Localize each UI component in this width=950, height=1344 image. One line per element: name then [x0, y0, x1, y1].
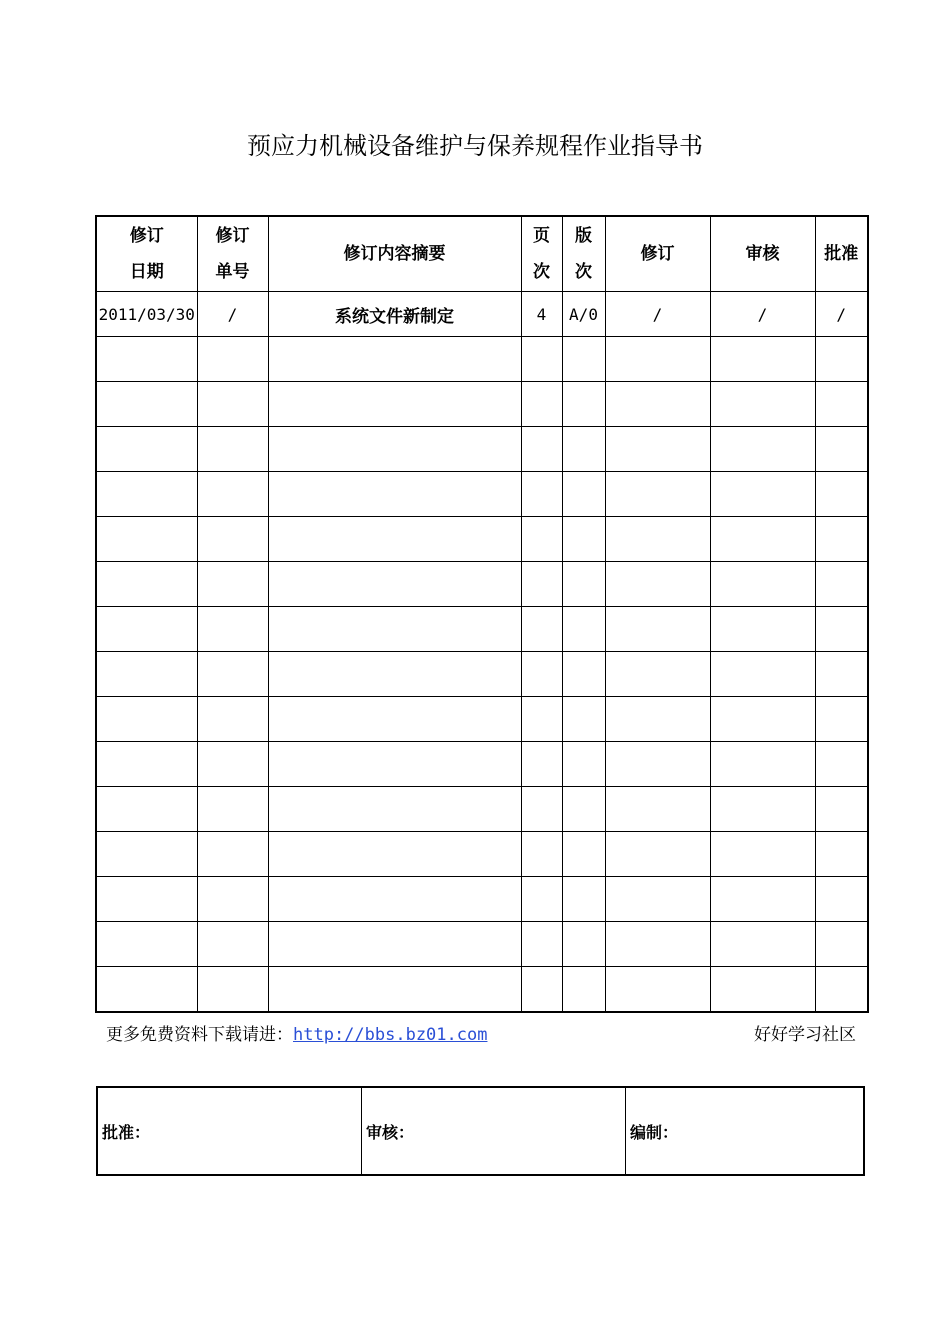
- table-row: [96, 292, 868, 337]
- table-cell[interactable]: [521, 517, 562, 562]
- table-cell[interactable]: [521, 427, 562, 472]
- table-cell[interactable]: [562, 337, 605, 382]
- table-cell[interactable]: [710, 427, 815, 472]
- table-cell[interactable]: [96, 742, 197, 787]
- table-cell[interactable]: [710, 562, 815, 607]
- table-cell[interactable]: 4: [521, 292, 562, 337]
- table-cell[interactable]: [562, 427, 605, 472]
- column-header: 批准: [815, 216, 868, 292]
- table-cell[interactable]: [605, 697, 710, 742]
- table-cell[interactable]: [521, 697, 562, 742]
- table-cell[interactable]: [268, 652, 521, 697]
- table-cell[interactable]: [268, 607, 521, 652]
- table-cell[interactable]: [815, 832, 868, 877]
- table-cell[interactable]: [815, 337, 868, 382]
- table-cell[interactable]: 2011/03/30: [96, 292, 197, 337]
- table-cell[interactable]: [96, 472, 197, 517]
- table-cell[interactable]: [815, 787, 868, 832]
- table-cell[interactable]: [710, 517, 815, 562]
- column-header: 修订 日期: [96, 216, 197, 292]
- table-cell[interactable]: [268, 562, 521, 607]
- table-cell[interactable]: [521, 967, 562, 1013]
- table-cell[interactable]: [96, 607, 197, 652]
- compile-field[interactable]: 编制：: [626, 1087, 865, 1175]
- table-cell[interactable]: [197, 787, 268, 832]
- table-cell[interactable]: [521, 787, 562, 832]
- table-cell[interactable]: [96, 337, 197, 382]
- table-cell[interactable]: [605, 877, 710, 922]
- table-cell[interactable]: [96, 697, 197, 742]
- table-cell[interactable]: [521, 382, 562, 427]
- review-field[interactable]: 审核：: [362, 1087, 626, 1175]
- table-row: [96, 517, 868, 562]
- table-cell[interactable]: [96, 967, 197, 1013]
- table-cell[interactable]: [562, 922, 605, 967]
- table-row: [96, 337, 868, 382]
- document-title: 预应力机械设备维护与保养规程作业指导书: [247, 132, 703, 160]
- table-cell[interactable]: [710, 472, 815, 517]
- table-cell[interactable]: [96, 922, 197, 967]
- table-cell[interactable]: [815, 922, 868, 967]
- table-cell[interactable]: /: [815, 292, 868, 337]
- table-cell[interactable]: [197, 922, 268, 967]
- table-row: [96, 472, 868, 517]
- table-cell[interactable]: /: [710, 292, 815, 337]
- column-header: 审核: [710, 216, 815, 292]
- table-cell[interactable]: [710, 652, 815, 697]
- table-cell[interactable]: [605, 607, 710, 652]
- table-cell[interactable]: [562, 967, 605, 1013]
- download-note: [106, 1020, 487, 1045]
- table-cell[interactable]: [197, 427, 268, 472]
- table-cell[interactable]: [710, 922, 815, 967]
- signature-table: [96, 1086, 865, 1176]
- table-cell[interactable]: [268, 787, 521, 832]
- table-cell[interactable]: [197, 382, 268, 427]
- table-cell[interactable]: [96, 562, 197, 607]
- table-row: [96, 427, 868, 472]
- table-row: [96, 562, 868, 607]
- table-cell[interactable]: [562, 472, 605, 517]
- table-cell[interactable]: [197, 517, 268, 562]
- table-cell[interactable]: /: [605, 292, 710, 337]
- table-cell[interactable]: [605, 472, 710, 517]
- table-cell[interactable]: [815, 742, 868, 787]
- table-cell[interactable]: [197, 652, 268, 697]
- table-row: [96, 877, 868, 922]
- table-cell[interactable]: [605, 517, 710, 562]
- table-cell[interactable]: [562, 607, 605, 652]
- table-cell[interactable]: [562, 787, 605, 832]
- table-cell[interactable]: [710, 877, 815, 922]
- column-header: 页 次: [521, 216, 562, 292]
- table-cell[interactable]: [521, 652, 562, 697]
- table-cell[interactable]: [815, 562, 868, 607]
- table-cell[interactable]: [268, 742, 521, 787]
- table-cell[interactable]: [197, 967, 268, 1013]
- table-cell[interactable]: [815, 607, 868, 652]
- table-cell[interactable]: [815, 427, 868, 472]
- table-cell[interactable]: [197, 697, 268, 742]
- table-cell[interactable]: [96, 877, 197, 922]
- table-row: [96, 967, 868, 1013]
- table-cell[interactable]: [268, 472, 521, 517]
- table-cell[interactable]: [268, 967, 521, 1013]
- table-cell[interactable]: [605, 337, 710, 382]
- table-row: [96, 652, 868, 697]
- column-header: 修订内容摘要: [268, 216, 521, 292]
- table-cell[interactable]: [605, 832, 710, 877]
- table-cell[interactable]: [268, 427, 521, 472]
- table-cell[interactable]: [562, 382, 605, 427]
- table-row: [96, 697, 868, 742]
- table-cell[interactable]: [197, 472, 268, 517]
- revision-table: [95, 215, 869, 1013]
- table-cell[interactable]: [521, 742, 562, 787]
- column-header: 修订: [605, 216, 710, 292]
- table-cell[interactable]: [96, 517, 197, 562]
- table-cell[interactable]: [268, 697, 521, 742]
- table-cell[interactable]: [197, 562, 268, 607]
- table-cell[interactable]: 系统文件新制定: [268, 292, 521, 337]
- table-cell[interactable]: [268, 337, 521, 382]
- table-cell[interactable]: [815, 877, 868, 922]
- table-cell[interactable]: [521, 562, 562, 607]
- table-cell[interactable]: [710, 787, 815, 832]
- column-header: 修订 单号: [197, 216, 268, 292]
- table-cell[interactable]: [96, 832, 197, 877]
- table-cell[interactable]: [605, 382, 710, 427]
- table-cell[interactable]: [815, 967, 868, 1013]
- table-cell[interactable]: [197, 742, 268, 787]
- table-cell[interactable]: [710, 832, 815, 877]
- table-cell[interactable]: [815, 697, 868, 742]
- table-cell[interactable]: [268, 832, 521, 877]
- table-cell[interactable]: [521, 922, 562, 967]
- table-cell[interactable]: [605, 922, 710, 967]
- table-cell[interactable]: [605, 562, 710, 607]
- download-link[interactable]: http://bbs.bz01.com: [293, 1025, 488, 1045]
- table-cell[interactable]: [605, 652, 710, 697]
- table-cell[interactable]: [197, 877, 268, 922]
- table-cell[interactable]: [710, 697, 815, 742]
- table-cell[interactable]: [268, 922, 521, 967]
- table-row: [96, 382, 868, 427]
- table-cell[interactable]: [562, 697, 605, 742]
- table-cell[interactable]: [197, 832, 268, 877]
- table-cell[interactable]: [268, 877, 521, 922]
- table-cell[interactable]: [710, 607, 815, 652]
- table-cell[interactable]: [197, 337, 268, 382]
- table-cell[interactable]: [815, 472, 868, 517]
- table-cell[interactable]: [96, 427, 197, 472]
- table-row: [96, 607, 868, 652]
- table-row: [96, 742, 868, 787]
- table-cell[interactable]: [605, 787, 710, 832]
- table-cell[interactable]: [562, 517, 605, 562]
- table-cell[interactable]: [562, 652, 605, 697]
- table-row: [96, 832, 868, 877]
- table-cell[interactable]: [562, 742, 605, 787]
- table-cell[interactable]: [562, 832, 605, 877]
- table-cell[interactable]: [521, 472, 562, 517]
- table-cell[interactable]: [562, 562, 605, 607]
- table-cell[interactable]: /: [197, 292, 268, 337]
- download-note-text: 更多免费资料下载请进：: [106, 1025, 293, 1045]
- table-cell[interactable]: [605, 967, 710, 1013]
- table-cell[interactable]: [562, 877, 605, 922]
- approve-field[interactable]: 批准：: [97, 1087, 362, 1175]
- table-cell[interactable]: A/0: [562, 292, 605, 337]
- table-cell[interactable]: [605, 427, 710, 472]
- table-cell[interactable]: [710, 967, 815, 1013]
- table-cell[interactable]: [815, 652, 868, 697]
- table-cell[interactable]: [710, 337, 815, 382]
- table-cell[interactable]: [96, 652, 197, 697]
- table-cell[interactable]: [521, 877, 562, 922]
- table-cell[interactable]: [815, 382, 868, 427]
- table-cell[interactable]: [96, 787, 197, 832]
- table-header-row: [96, 216, 868, 292]
- table-cell[interactable]: [521, 337, 562, 382]
- table-cell[interactable]: [605, 742, 710, 787]
- table-cell[interactable]: [710, 742, 815, 787]
- table-cell[interactable]: [521, 832, 562, 877]
- table-row: [96, 787, 868, 832]
- table-cell[interactable]: [815, 517, 868, 562]
- table-row: [96, 922, 868, 967]
- column-header: 版 次: [562, 216, 605, 292]
- table-cell[interactable]: [268, 517, 521, 562]
- table-cell[interactable]: [268, 382, 521, 427]
- community-name: 好好学习社区: [754, 1025, 856, 1045]
- table-cell[interactable]: [197, 607, 268, 652]
- table-cell[interactable]: [710, 382, 815, 427]
- table-cell[interactable]: [521, 607, 562, 652]
- table-cell[interactable]: [96, 382, 197, 427]
